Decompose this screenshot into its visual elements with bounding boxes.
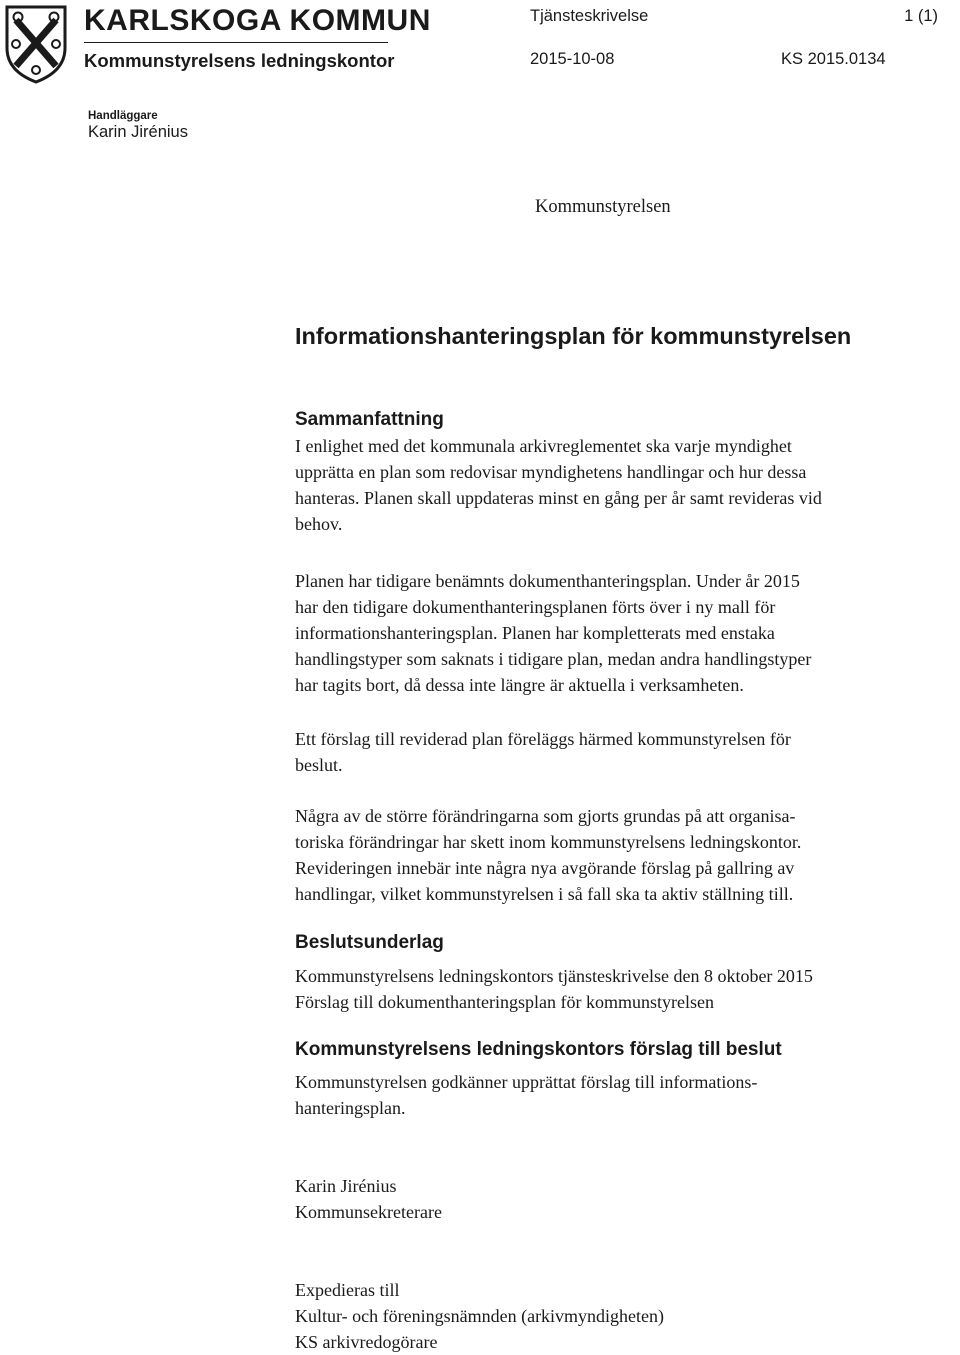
- distribution-block: [295, 1277, 915, 1355]
- signature-name: Karin Jirénius: [295, 1176, 397, 1196]
- distribution-item: Kultur- och föreningsnämnden (arkivmyndigheten): [295, 1306, 665, 1326]
- basis-heading: Beslutsunderlag: [295, 932, 444, 953]
- proposal-heading: Kommunstyrelsens ledningskontors förslag till beslut: [295, 1039, 782, 1060]
- text-line: Kommunstyrelsen godkänner upprättat förslag till informations-: [295, 1072, 758, 1092]
- text-line: informationshanteringsplan. Planen har kompletterats med enstaka: [295, 623, 775, 643]
- municipality-name: KARLSKOGA KOMMUN: [84, 4, 431, 37]
- summary-paragraph-4: [295, 803, 935, 907]
- text-line: I enlighet med det kommunala arkivreglementet ska varje myndighet: [295, 436, 792, 456]
- text-line: Några av de större förändringarna som gjorts grundas på att organisa-: [295, 806, 796, 826]
- basis-item: Förslag till dokumenthanteringsplan för kommunstyrelsen: [295, 992, 714, 1012]
- case-number: KS 2015.0134: [781, 50, 886, 68]
- distribution-item: KS arkivredogörare: [295, 1332, 438, 1352]
- text-line: handlingar, vilket kommunstyrelsen i så fall ska ta aktiv ställning till.: [295, 884, 794, 904]
- text-line: Planen har tidigare benämnts dokumenthanteringsplan. Under år 2015: [295, 571, 800, 591]
- summary-paragraph-3: [295, 726, 935, 778]
- recipient: Kommunstyrelsen: [535, 197, 671, 217]
- distribution-heading: Expedieras till: [295, 1280, 400, 1300]
- text-line: upprätta en plan som redovisar myndighetens handlingar och hur dessa: [295, 462, 807, 482]
- summary-paragraph-1: [295, 433, 960, 537]
- basis-list: [295, 963, 955, 1015]
- text-line: hanteringsplan.: [295, 1098, 406, 1118]
- text-line: handlingstyper som saknats i tidigare plan, medan andra handlingstyper: [295, 649, 812, 669]
- signature-role: Kommunsekreterare: [295, 1202, 442, 1222]
- text-line: Ett förslag till reviderad plan föreläggs härmed kommunstyrelsen för: [295, 729, 791, 749]
- text-line: beslut.: [295, 755, 343, 775]
- text-line: har tagits bort, då dessa inte längre är aktuella i verksamheten.: [295, 675, 744, 695]
- text-line: behov.: [295, 514, 343, 534]
- text-line: hanteras. Planen skall uppdateras minst en gång per år samt revideras vid: [295, 488, 822, 508]
- logo-divider: [84, 42, 388, 43]
- coat-of-arms-icon: [4, 4, 68, 84]
- text-line: har den tidigare dokumenthanteringsplanen förts över i ny mall för: [295, 597, 776, 617]
- document-date: 2015-10-08: [530, 50, 615, 68]
- basis-item: Kommunstyrelsens ledningskontors tjänsteskrivelse den 8 oktober 2015: [295, 966, 813, 986]
- proposal-text: [295, 1069, 915, 1121]
- office-name: Kommunstyrelsens ledningskontor: [84, 50, 395, 71]
- page-title: Informationshanteringsplan för kommunstyrelsen: [295, 323, 852, 349]
- page-number: 1 (1): [904, 7, 938, 25]
- signature-block: [295, 1173, 915, 1225]
- handler-name: Karin Jirénius: [88, 123, 188, 141]
- summary-paragraph-2: [295, 568, 935, 698]
- text-line: Revideringen innebär inte några nya avgörande förslag på gallring av: [295, 858, 795, 878]
- text-line: toriska förändringar har skett inom kommunstyrelsens ledningskontor.: [295, 832, 802, 852]
- document-type: Tjänsteskrivelse: [530, 7, 649, 25]
- handler-label: Handläggare: [88, 110, 158, 122]
- summary-heading: Sammanfattning: [295, 409, 444, 430]
